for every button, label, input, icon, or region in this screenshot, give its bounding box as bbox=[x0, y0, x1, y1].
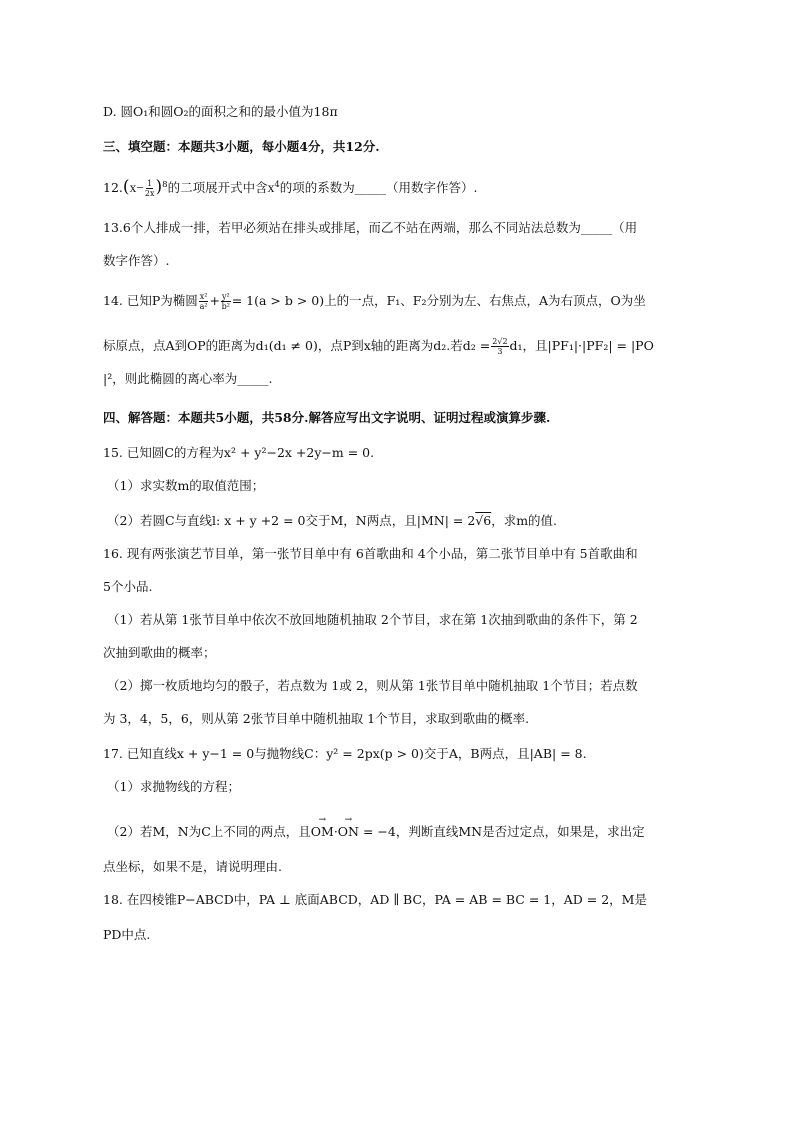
q17-part-2-text-3: 点坐标，如果不是，请说明理由. bbox=[103, 859, 282, 874]
question-16-part-2-line-2 bbox=[103, 710, 703, 728]
q12-frac-num: 1 bbox=[147, 179, 153, 188]
q14-text-5: |²，则此椭圆的离心率为_____. bbox=[103, 371, 273, 386]
section-4-heading bbox=[103, 409, 703, 427]
q14-frac-d-num: 2√2 bbox=[492, 337, 508, 346]
q12-fraction bbox=[145, 179, 155, 198]
q16-part-2-text-2: 为 3，4，5，6，则从第 2张节目单中随机抽取 1个节目，求取到歌曲的概率. bbox=[103, 711, 530, 726]
option-d-text: D. 圆O₁和圆O₂的面积之和的最小值为18π bbox=[103, 104, 338, 119]
q12-text-2: 的项的系数为_____（用数字作答）. bbox=[279, 180, 478, 195]
q14-plus: + bbox=[209, 293, 220, 308]
close-paren: ) bbox=[155, 177, 163, 197]
q14-fraction-x bbox=[199, 292, 209, 311]
open-paren: ( bbox=[122, 177, 130, 197]
q18-text-2: PD中点. bbox=[103, 927, 151, 942]
question-12 bbox=[103, 178, 703, 198]
vector-om: → OM bbox=[311, 823, 334, 841]
q12-text-1: 的二项展开式中含 bbox=[167, 180, 268, 195]
q16-part-1-text-1: （1）若从第 1张节目单中依次不放回地随机抽取 2个节目，求在第 1次抽到歌曲的条件下，第 2 bbox=[107, 612, 638, 627]
q12-term: x bbox=[267, 180, 275, 195]
question-18-line-1 bbox=[103, 891, 703, 909]
q14-frac-y-num: y² bbox=[221, 292, 230, 301]
q15-part-1-text: （1）求实数m的取值范围； bbox=[107, 478, 265, 493]
q16-part-1-text-2: 次抽到歌曲的概率； bbox=[103, 645, 216, 660]
q14-frac-y-den: b² bbox=[221, 302, 230, 311]
q14-text-4: d₁，且|PF₁|·|PF₂| = |PO bbox=[509, 338, 654, 353]
q14-frac-x-den: a² bbox=[199, 302, 208, 311]
section-3-heading-text: 三、填空题：本题共3小题，每小题4分，共12分. bbox=[103, 139, 380, 154]
question-14-line-2 bbox=[103, 337, 703, 356]
question-14-line-1 bbox=[103, 292, 703, 311]
question-17-part-2-line-1 bbox=[107, 823, 707, 841]
q14-text-3: 标原点，点A到OP的距离为d₁(d₁ ≠ 0)，点P到x轴的距离为d₂.若d₂ = bbox=[103, 338, 491, 353]
q17-text: 17. 已知直线x + y−1 = 0与抛物线C：y² = 2px(p > 0)交于A，B两点，且|AB| = 8. bbox=[103, 746, 587, 761]
question-17 bbox=[103, 745, 703, 763]
q15-sqrt: √6 bbox=[475, 513, 492, 528]
q12-exponent: 8 bbox=[162, 179, 168, 190]
section-3-heading bbox=[103, 138, 703, 156]
question-15 bbox=[103, 444, 703, 462]
question-16-part-2-line-1 bbox=[107, 677, 707, 695]
q14-fraction-y bbox=[221, 292, 231, 311]
q12-number: 12. bbox=[103, 180, 123, 195]
question-13-line-1 bbox=[103, 219, 703, 237]
question-17-part-2-line-2 bbox=[103, 858, 703, 876]
question-14-line-3 bbox=[103, 370, 703, 388]
q13-text-1: 13.6个人排成一排，若甲必须站在排头或排尾，而乙不站在两端，那么不同站法总数为_____（用 bbox=[103, 220, 638, 235]
q16-text-1: 16. 现有两张演艺节目单，第一张节目单中有 6首歌曲和 4个小品，第二张节目单中有 5首歌曲和 bbox=[103, 546, 638, 561]
question-16-part-1-line-1 bbox=[107, 611, 707, 629]
question-15-part-2 bbox=[107, 512, 707, 530]
question-17-part-1 bbox=[107, 778, 707, 796]
q16-text-2: 5个小品. bbox=[103, 579, 153, 594]
q13-text-2: 数字作答）. bbox=[103, 253, 170, 268]
q12-term-exponent: 4 bbox=[274, 179, 280, 190]
question-18-line-2 bbox=[103, 926, 703, 944]
q15-part-2-text-1: （2）若圆C与直线l: x + y +2 = 0交于M，N两点，且|MN| = 2 bbox=[107, 513, 476, 528]
q14-frac-d-den: 3 bbox=[497, 347, 503, 356]
q16-part-2-text-1: （2）掷一枚质地均匀的骰子，若点数为 1或 2，则从第 1张节目单中随机抽取 1个节目；若点数 bbox=[107, 678, 638, 693]
vector-on: → ON bbox=[338, 823, 359, 841]
q14-text-2: = 1(a > b > 0)上的一点，F₁、F₂分别为左、右焦点，A为右顶点，O为坐 bbox=[231, 293, 646, 308]
q17-part-2-text-2: = −4，判断直线MN是否过定点，如果是，求出定 bbox=[358, 824, 645, 839]
q17-part-1-text: （1）求抛物线的方程； bbox=[107, 779, 240, 794]
question-16-part-1-line-2 bbox=[103, 644, 703, 662]
question-15-part-1 bbox=[107, 477, 707, 495]
q14-text-1: 14. 已知P为椭圆 bbox=[103, 293, 198, 308]
q14-fraction-d bbox=[491, 337, 508, 356]
question-16-line-2 bbox=[103, 578, 703, 596]
q12-frac-den: 2x bbox=[144, 189, 155, 198]
section-4-heading-text: 四、解答题：本题共5小题，共58分.解答应写出文字说明、证明过程或演算步骤. bbox=[103, 410, 551, 425]
dot-product: · bbox=[333, 824, 338, 839]
question-13-line-2 bbox=[103, 252, 703, 270]
question-16-line-1 bbox=[103, 545, 703, 563]
q15-text: 15. 已知圆C的方程为x² + y²−2x +2y−m = 0. bbox=[103, 445, 375, 460]
q15-part-2-text-2: ，求m的值. bbox=[491, 513, 558, 528]
q14-frac-x-num: x² bbox=[199, 292, 208, 301]
option-d bbox=[103, 103, 703, 121]
q18-text-1: 18. 在四棱锥P−ABCD中，PA ⊥ 底面ABCD，AD ∥ BC，PA = AB = BC = 1，AD = 2，M是 bbox=[103, 892, 647, 907]
q12-binom-term: x− bbox=[129, 180, 144, 195]
q17-part-2-text-1: （2）若M，N为C上不同的两点，且 bbox=[107, 824, 311, 839]
